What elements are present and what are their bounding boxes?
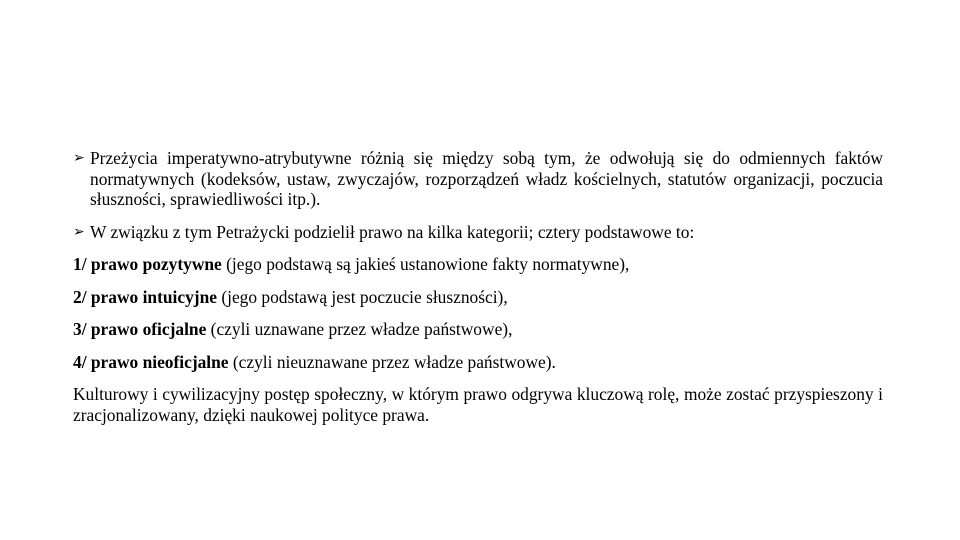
arrow-bullet-icon: ➢ <box>73 223 85 240</box>
category-term: 4/ prawo nieoficjalne <box>73 351 229 372</box>
category-description: (jego podstawą jest poczucie słuszności), <box>216 286 508 307</box>
bullet-text: Przeżycia imperatywno-atrybutywne różnią się między sobą tym, że odwołują się do odmiennych faktów normatywnych (kodeksów, ustaw, zwyczajów, rozporządzeń władz kościelnych, statutów organizacji, poczucia słuszności, sprawiedliwości itp.). <box>90 148 883 209</box>
conclusion-paragraph: Kulturowy i cywilizacyjny postęp społeczny, w którym prawo odgrywa kluczową rolę, może zostać przyspieszony i zracjonalizowany, dzięki naukowej polityce prawa. <box>73 384 883 425</box>
slide-content <box>73 148 883 442</box>
category-description: (czyli uznawane przez władze państwowe), <box>206 319 513 339</box>
bullet-item <box>73 148 883 210</box>
category-item <box>73 352 883 373</box>
arrow-bullet-icon: ➢ <box>73 150 85 166</box>
category-item <box>73 254 883 275</box>
bullet-item <box>73 222 883 243</box>
bullet-text: W związku z tym Petrażycki podzielił prawo na kilka kategorii; cztery podstawowe to: <box>90 221 695 242</box>
category-term: 3/ prawo oficjalne <box>73 319 207 339</box>
category-term: 2/ prawo intuicyjne <box>73 286 217 307</box>
category-item <box>73 319 883 340</box>
category-item <box>73 287 883 308</box>
category-term: 1/ prawo pozytywne <box>73 254 222 274</box>
category-description: (jego podstawą są jakieś ustanowione fakty normatywne), <box>221 254 630 274</box>
category-description: (czyli nieuznawane przez władze państwowe). <box>228 351 556 372</box>
